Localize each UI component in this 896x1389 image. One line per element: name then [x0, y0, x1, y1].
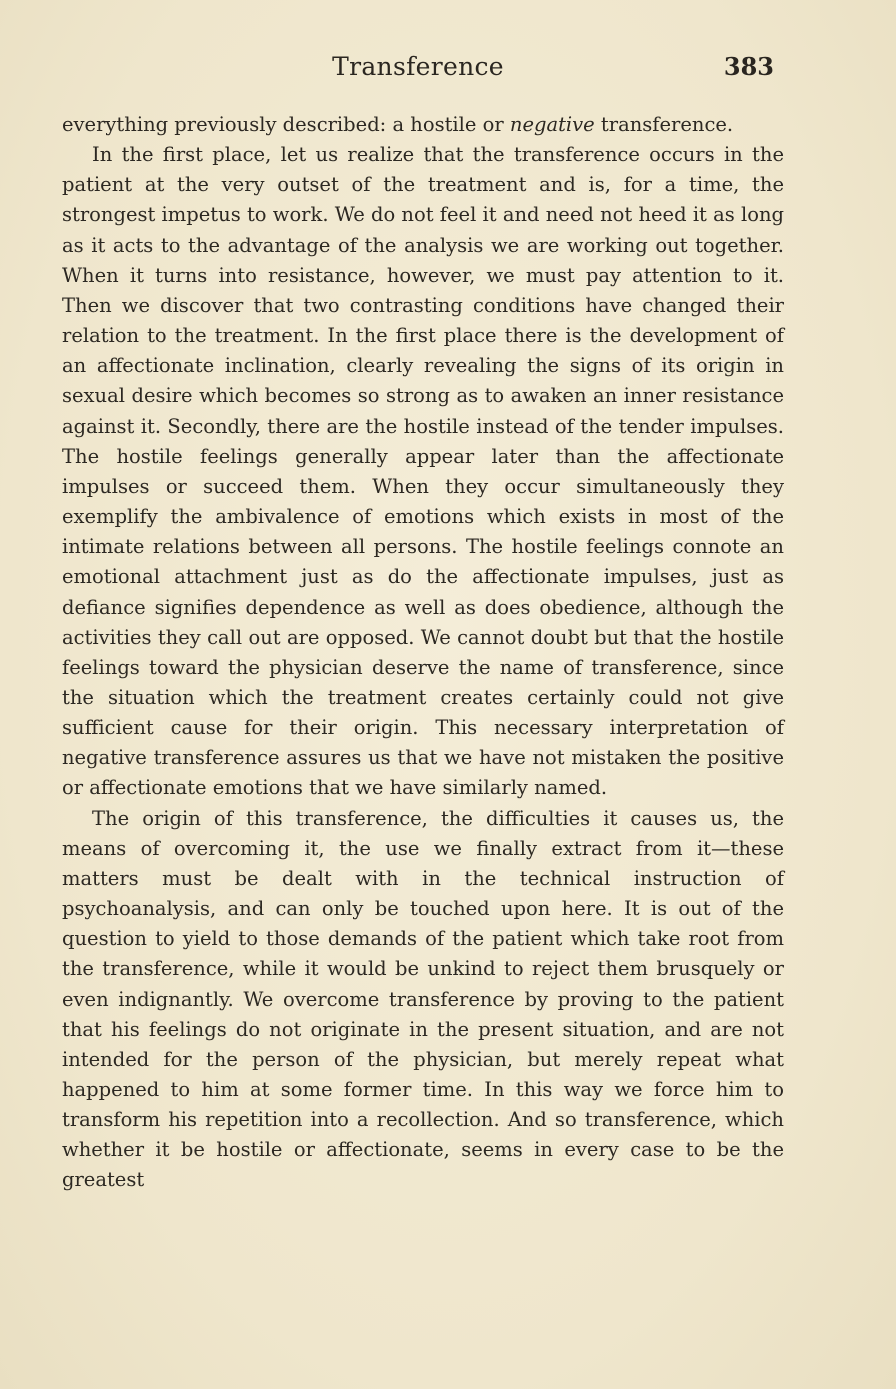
paragraph: In the first place, let us realize that the transference occurs in the patient at the very outset of the treatment and is, for a time, the strongest impetus to work. We do not feel it and need not heed it as long as it acts to the advantage of the analysis we are working out together. When it turns into resistance, however, we must pay attention to it. Then we discover that two contrasting conditions have changed their relation to the treatment. In the first place there is the development of an affectionate inclination, clearly revealing the signs of its origin in sexual desire which becomes so strong as to awaken an inner resistance against it. Secondly, there are the hostile instead of the tender impulses. The hostile feelings generally appear later than the affectionate impulses or succeed them. When they occur simultaneously they exemplify the ambivalence of emotions which exists in most of the intimate relations between all persons. The hostile feelings connote an emotional attachment just as do the affectionate impulses, just as defiance signifies dependence as well as does obedience, although the activities they call out are opposed. We cannot doubt but that the hostile feelings toward the physician deserve the name of transference, since the situation which the treatment creates certainly could not give sufficient cause for their origin. This necessary interpretation of negative transference assures us that we have not mistaken the positive or affectionate emotions that we have similarly named. — [62, 143, 784, 800]
paragraph: The origin of this transference, the difficulties it causes us, the means of overcoming it, the use we finally extract from it—these matters must be dealt with in the technical instruction of psychoanalysis, and can only be touched upon here. It is out of the question to yield to those demands of the patient which take root from the transference, while it would be unkind to reject them brusquely or even indignantly. We overcome transference by proving to the patient that his feelings do not originate in the present situation, and are not intended for the person of the physician, but merely repeat what happened to him at some former time. In this way we force him to transform his repetition into a recollection. And so transference, which whether it be hostile or affectionate, seems in every case to be the greatest — [62, 806, 784, 1192]
page-number: 383 — [723, 52, 774, 81]
running-header — [62, 52, 774, 88]
emphasis-negative: negative — [509, 113, 595, 136]
paragraph-text: transference. — [594, 113, 734, 136]
paragraph-continuation — [62, 110, 784, 140]
running-title: Transference — [332, 52, 504, 81]
body-text — [62, 110, 784, 1196]
paragraph-text: everything previously described: a hostile or — [62, 113, 510, 136]
